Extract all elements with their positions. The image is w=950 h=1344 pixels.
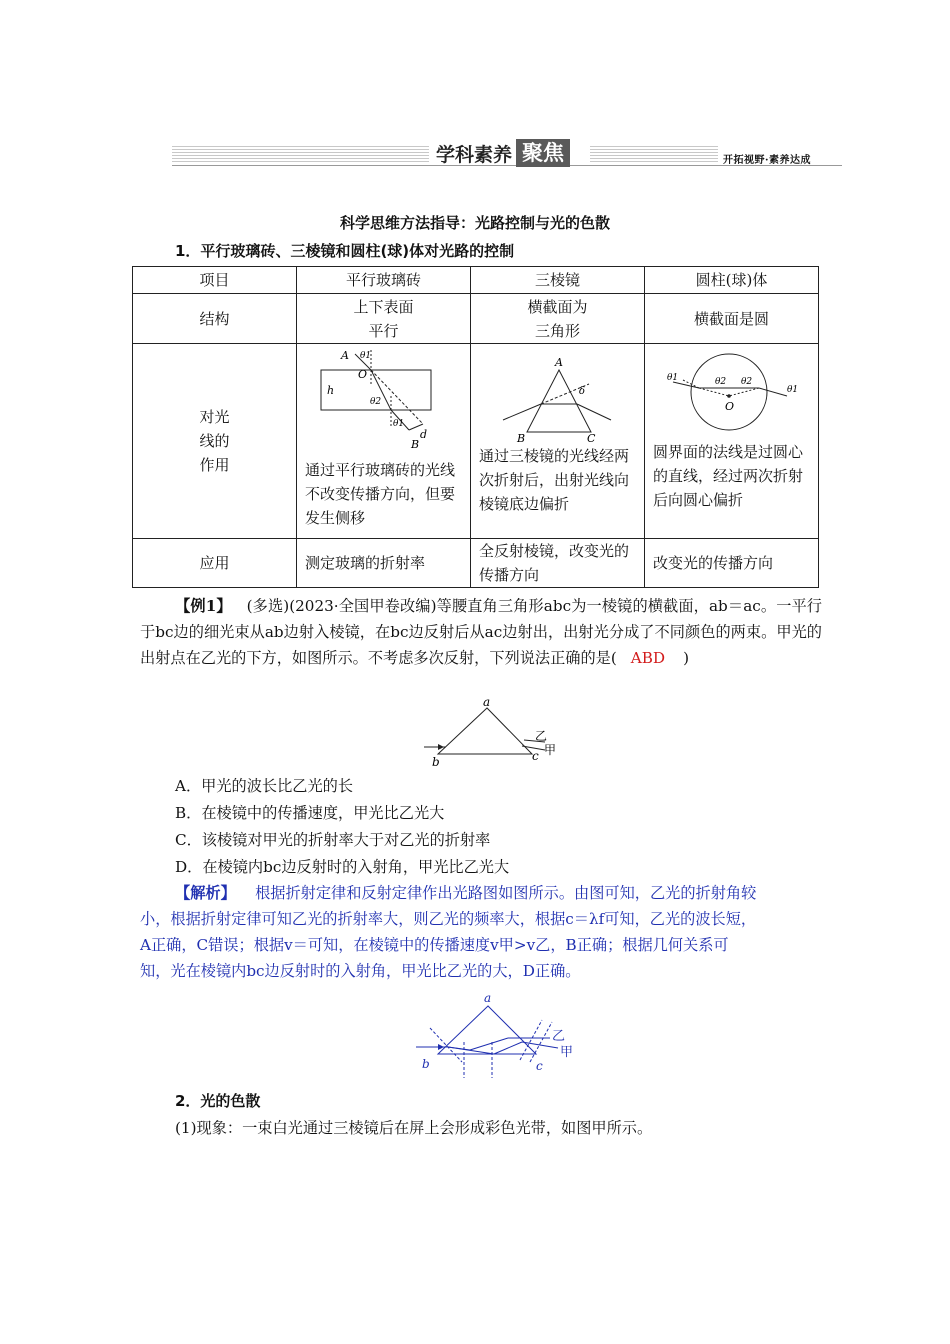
label-theta2: θ2 — [370, 397, 382, 407]
slab-refraction-diagram — [305, 346, 463, 458]
analysis-line-3: A正确，C错误；根据v＝可知，在棱镜中的传播速度v甲>v乙，B正确；根据几何关系可 — [140, 936, 729, 954]
cell-cylinder-effect — [645, 344, 819, 539]
cylinder-effect-text: 圆界面的法线是过圆心的直线，经过两次折射后向圆心偏折 — [653, 443, 804, 509]
header-title-plain: 学科素养 — [436, 143, 513, 166]
analysis-figure — [412, 990, 592, 1080]
section-1-heading: 1．平行玻璃砖、三棱镜和圆柱(球)体对光路的控制 — [175, 242, 515, 260]
analysis-line-2: 小，根据折射定律可知乙光的折射率大，则乙光的频率大，根据c＝λf可知，乙光的波长短， — [140, 910, 757, 928]
table-header: 项目 — [133, 267, 297, 294]
page-title: 科学思维方法指导：光路控制与光的色散 — [339, 214, 610, 232]
cell-line: 上下表面 — [353, 297, 414, 316]
option-b: B．在棱镜中的传播速度，甲光比乙光大 — [175, 804, 445, 822]
comparison-table — [132, 266, 819, 588]
section-2-heading: 2．光的色散 — [175, 1092, 261, 1110]
table-header: 圆柱(球)体 — [645, 267, 819, 294]
analysis-tag: 【解析】 — [175, 884, 236, 902]
label-O: O — [725, 400, 735, 413]
table-header: 平行玻璃砖 — [297, 267, 471, 294]
example-close: ) — [683, 649, 689, 667]
label-theta2: θ2 — [715, 377, 727, 387]
label-A: A — [555, 356, 563, 369]
example-tag: 【例1】 — [175, 597, 232, 615]
cell-slab-structure — [297, 294, 471, 344]
cell-slab-effect — [297, 344, 471, 539]
fig2-label-c: c — [536, 1059, 543, 1073]
label-delta: δ — [579, 386, 586, 397]
cell-slab-application: 测定玻璃的折射率 — [297, 539, 471, 588]
cell-cylinder-application: 改变光的传播方向 — [645, 539, 819, 588]
label-A: A — [341, 349, 349, 362]
option-d: D．在棱镜内bc边反射时的入射角，甲光比乙光大 — [175, 858, 510, 876]
header-stripe-left — [172, 146, 429, 162]
option-c: C．该棱镜对甲光的折射率大于对乙光的折射率 — [175, 831, 491, 849]
header-title-highlight: 聚焦 — [516, 139, 570, 167]
label-O: O — [358, 368, 368, 381]
example-answer: ABD — [630, 649, 666, 667]
analysis-line-4: 知，光在棱镜内bc边反射时的入射角，甲光比乙光的大，D正确。 — [140, 962, 581, 980]
fig2-label-yi: 乙 — [552, 1029, 566, 1044]
label-B: B — [411, 438, 420, 451]
slab-effect-text: 通过平行玻璃砖的光线不改变传播方向，但要发生侧移 — [305, 461, 456, 527]
fig1-label-c: c — [532, 749, 539, 763]
example-text: (多选)(2023·全国甲卷改编)等腰直角三角形abc为一棱镜的横截面，ab＝ac。一平行于bc边的细光束从ab边射入棱镜，在bc边反射后从ac边射出，出射光分成了不同颜色的两束。甲光的出射点在乙光的下方，如图所示。不考虑多次反射，下列说法正确的是( — [140, 597, 822, 667]
header-title — [432, 139, 570, 167]
example-1 — [140, 593, 822, 671]
label-h: h — [327, 384, 335, 397]
analysis — [140, 880, 822, 984]
cell-prism-effect — [471, 344, 645, 539]
fig1-label-a: a — [483, 695, 491, 709]
header-stripe-right — [590, 146, 718, 162]
table-header: 三棱镜 — [471, 267, 645, 294]
cell-line: 平行 — [368, 321, 399, 340]
row-label-structure: 结构 — [133, 294, 297, 344]
cell-prism-structure — [471, 294, 645, 344]
label-theta1b: θ1 — [393, 419, 405, 429]
analysis-text: 根据折射定律和反射定律作出光路图如图所示。由图可知，乙光的折射角较 — [255, 884, 757, 902]
label-theta1b: θ1 — [787, 385, 799, 395]
row-label-effect — [133, 344, 297, 539]
fig2-label-a: a — [484, 991, 492, 1005]
cell-line: 三角形 — [534, 321, 580, 340]
cell-prism-application: 全反射棱镜，改变光的传播方向 — [471, 539, 645, 588]
example-figure — [420, 694, 570, 774]
header-subtitle: 开拓视野·素养达成 — [723, 155, 811, 166]
cell-line: 作用 — [199, 456, 230, 474]
row-label-application: 应用 — [133, 539, 297, 588]
phenomenon-text: (1)现象：一束白光通过三棱镜后在屏上会形成彩色光带，如图甲所示。 — [175, 1119, 653, 1137]
cell-line: 线的 — [199, 432, 230, 450]
cylinder-refraction-diagram — [653, 346, 811, 436]
prism-refraction-diagram — [479, 346, 637, 442]
fig2-label-b: b — [422, 1057, 430, 1071]
label-C: C — [587, 432, 596, 442]
cell-line: 横截面为 — [527, 297, 588, 316]
cell-line: 对光 — [199, 408, 230, 426]
label-B: B — [517, 432, 526, 442]
fig1-label-b: b — [432, 755, 440, 769]
fig2-label-jia: 甲 — [560, 1045, 574, 1060]
fig1-label-yi: 乙 — [535, 729, 548, 743]
label-d: d — [420, 428, 428, 441]
label-theta2b: θ2 — [741, 377, 753, 387]
label-theta1: θ1 — [667, 373, 679, 383]
prism-effect-text: 通过三棱镜的光线经两次折射后，出射光线向棱镜底边偏折 — [479, 447, 630, 513]
analysis-line-1 — [140, 880, 822, 906]
fig1-label-jia: 甲 — [544, 743, 557, 757]
cell-cylinder-structure: 横截面是圆 — [645, 294, 819, 344]
label-theta1: θ1 — [360, 351, 372, 361]
option-a: A．甲光的波长比乙光的长 — [175, 777, 354, 795]
